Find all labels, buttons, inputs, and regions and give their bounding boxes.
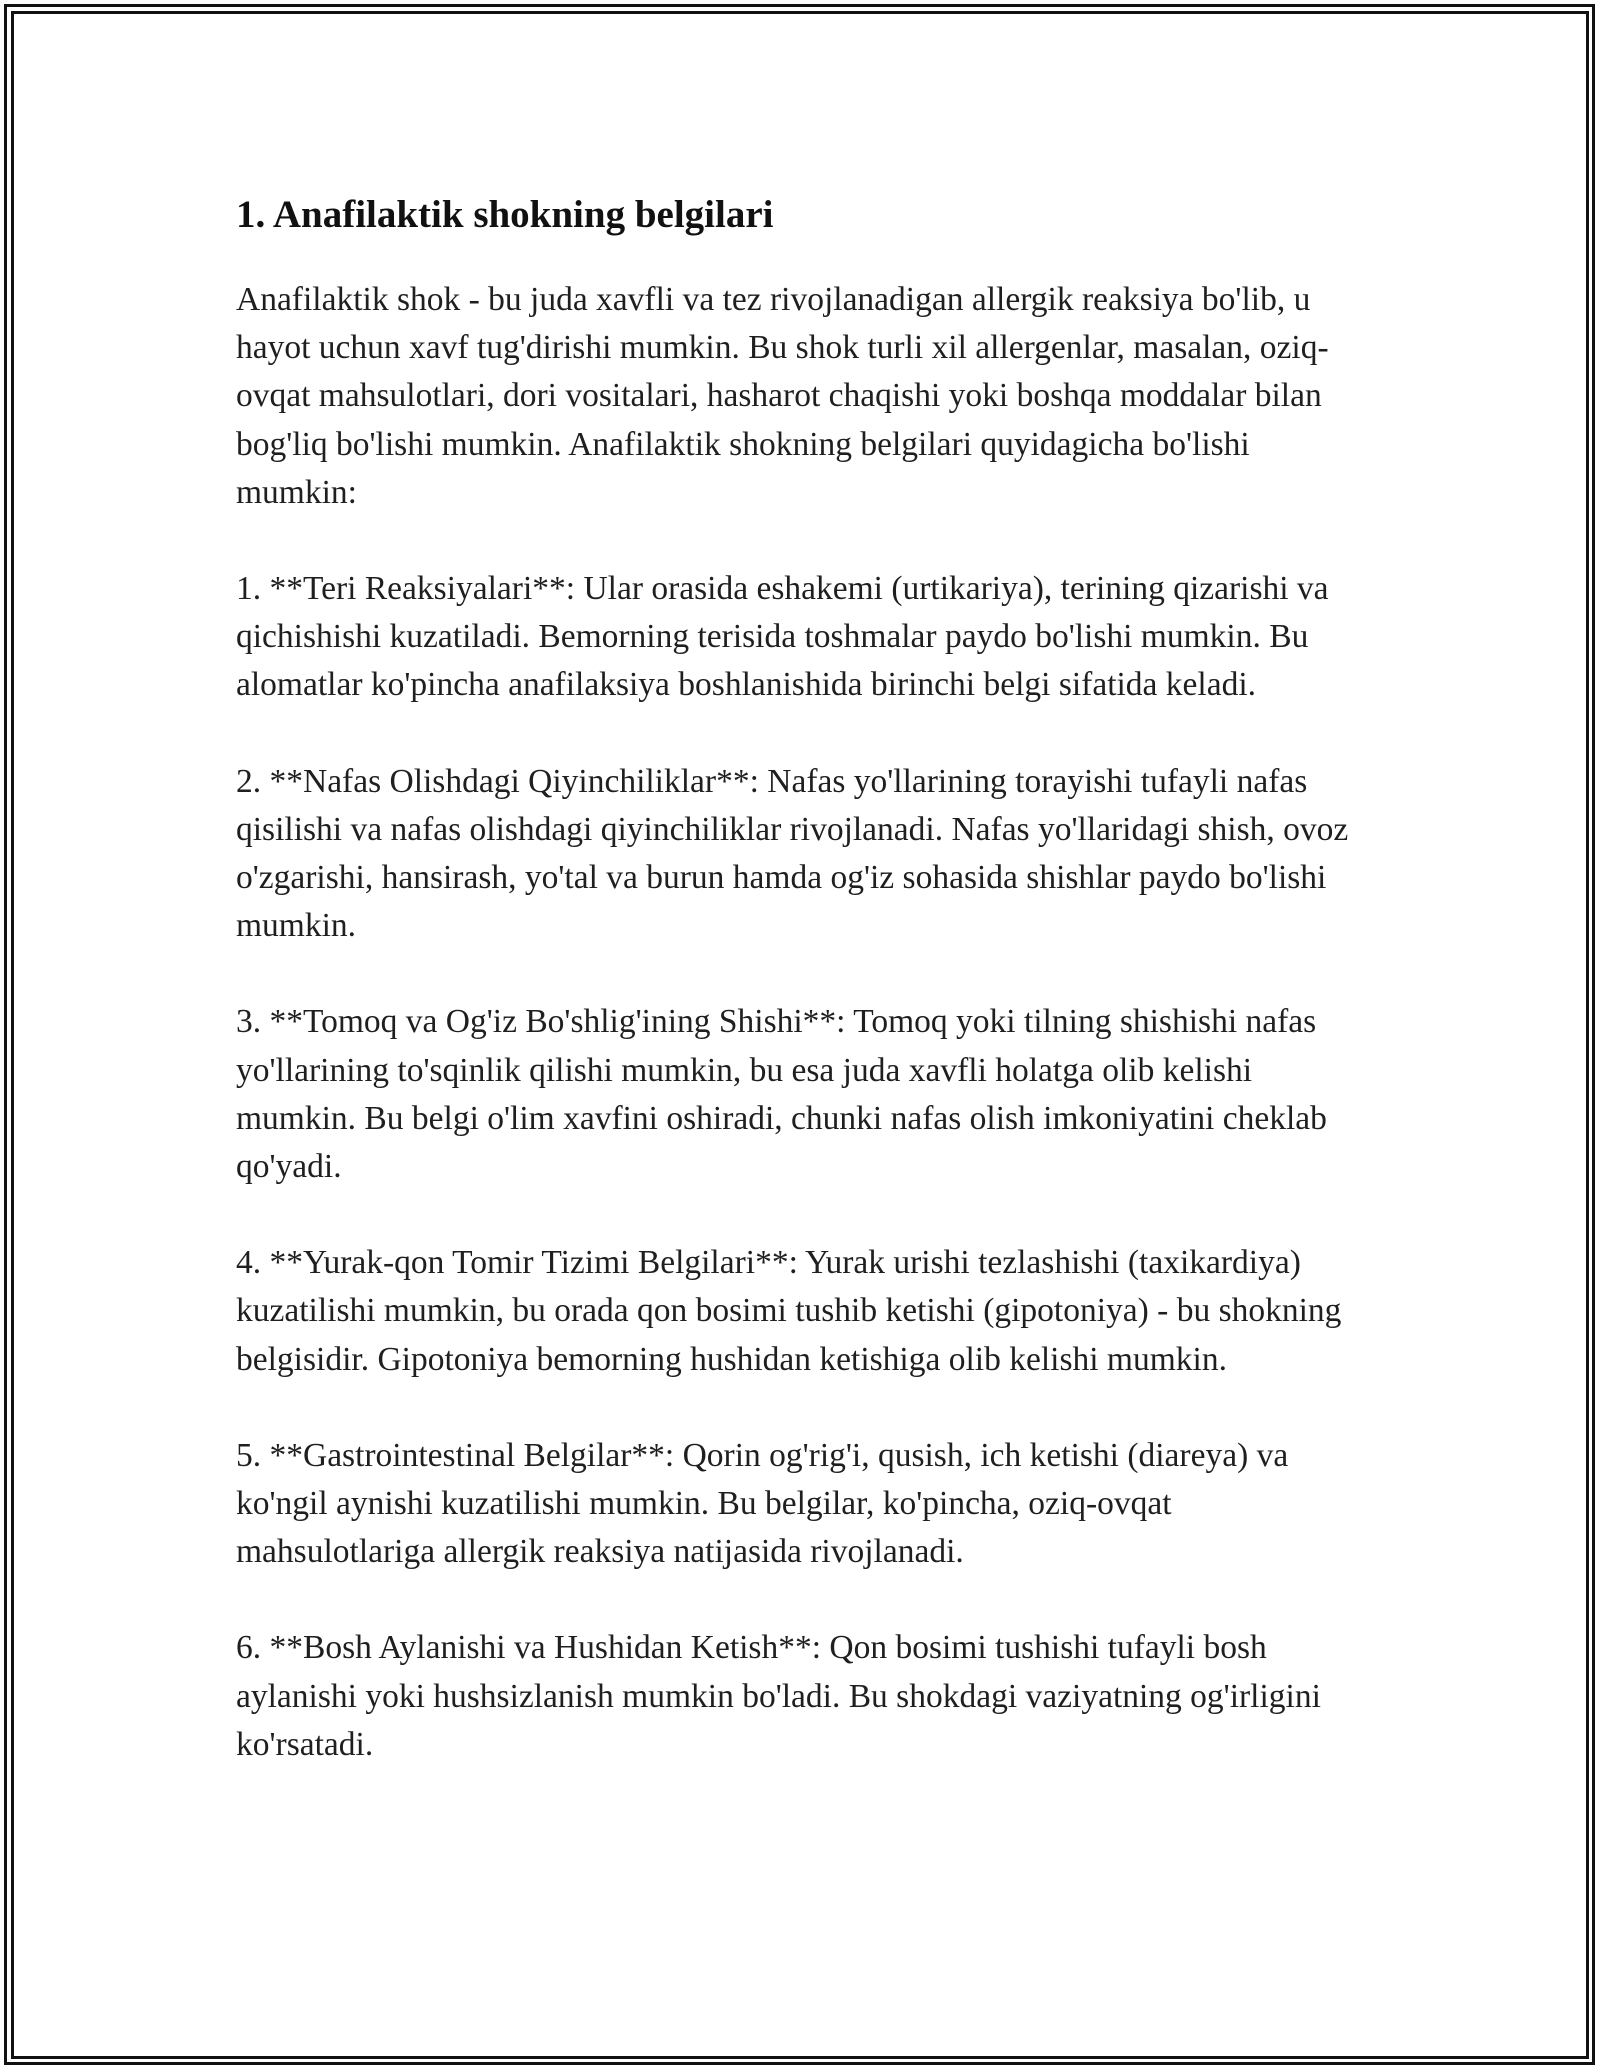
intro-paragraph: Anafilaktik shok - bu juda xavfli va tez rivojlanadigan allergik reaksiya bo'lib, u hayot uchun xavf tug'dirishi mumkin. Bu shok turli xil allergenlar, masalan, oziq-ovqat mahsulotlari, dori vositalari, hasharot chaqishi yoki boshqa moddalar bilan bog'liq bo'lishi mumkin. Anafilaktik shokning belgilari quyidagicha bo'lishi mumkin: — [236, 281, 1329, 511]
list-item-gastrointestinal-signs: 5. **Gastrointestinal Belgilar**: Qorin og'rig'i, qusish, ich ketishi (diareya) va ko'ngil aynishi kuzatilishi mumkin. Bu belgilar, ko'pincha, oziq-ovqat mahsulotlariga allergik reaksiya natijasida rivojlanadi. — [236, 1436, 1289, 1571]
list-item-throat-swelling: 3. **Tomoq va Og'iz Bo'shlig'ining Shishi**: Tomoq yoki tilning shishishi nafas yo'llarining to'sqinlik qilishi mumkin, bu esa juda xavfli holatga olib kelishi mumkin. Bu belgi o'lim xavfini oshiradi, chunki nafas olish imkoniyatini cheklab qo'yadi. — [236, 1003, 1327, 1186]
list-item-cardiovascular-signs: 4. **Yurak-qon Tomir Tizimi Belgilari**: Yurak urishi tezlashishi (taxikardiya) kuzatilishi mumkin, bu orada qon bosimi tushib ketishi (gipotoniya) - bu shokning belgisidir. Gipotoniya bemorning hushidan ketishiga olib kelishi mumkin. — [236, 1244, 1342, 1378]
document-body — [236, 180, 1376, 1817]
list-item-breathing-difficulties: 2. **Nafas Olishdagi Qiyinchiliklar**: Nafas yo'llarining torayishi tufayli nafas qisilishi va nafas olishdagi qiyinchiliklar rivojlanadi. Nafas yo'llaridagi shish, ovoz o'zgarishi, hansirash, yo'tal va burun hamda og'iz sohasida shishlar paydo bo'lishi mumkin. — [236, 762, 1349, 945]
list-item-skin-reactions: 1. **Teri Reaksiyalari**: Ular orasida eshakemi (urtikariya), terining qizarishi va qichishishi kuzatiladi. Bemorning terisida toshmalar paydo bo'lishi mumkin. Bu alomatlar ko'pincha anafilaksiya boshlanishida birinchi belgi sifatida keladi. — [236, 570, 1329, 704]
section-heading: 1. Anafilaktik shokning belgilari — [236, 193, 774, 236]
list-item-dizziness-fainting: 6. **Bosh Aylanishi va Hushidan Ketish**: Qon bosimi tushishi tufayli bosh aylanishi yoki hushsizlanish mumkin bo'ladi. Bu shokdagi vaziyatning og'irligini ko'rsatadi. — [236, 1629, 1321, 1763]
